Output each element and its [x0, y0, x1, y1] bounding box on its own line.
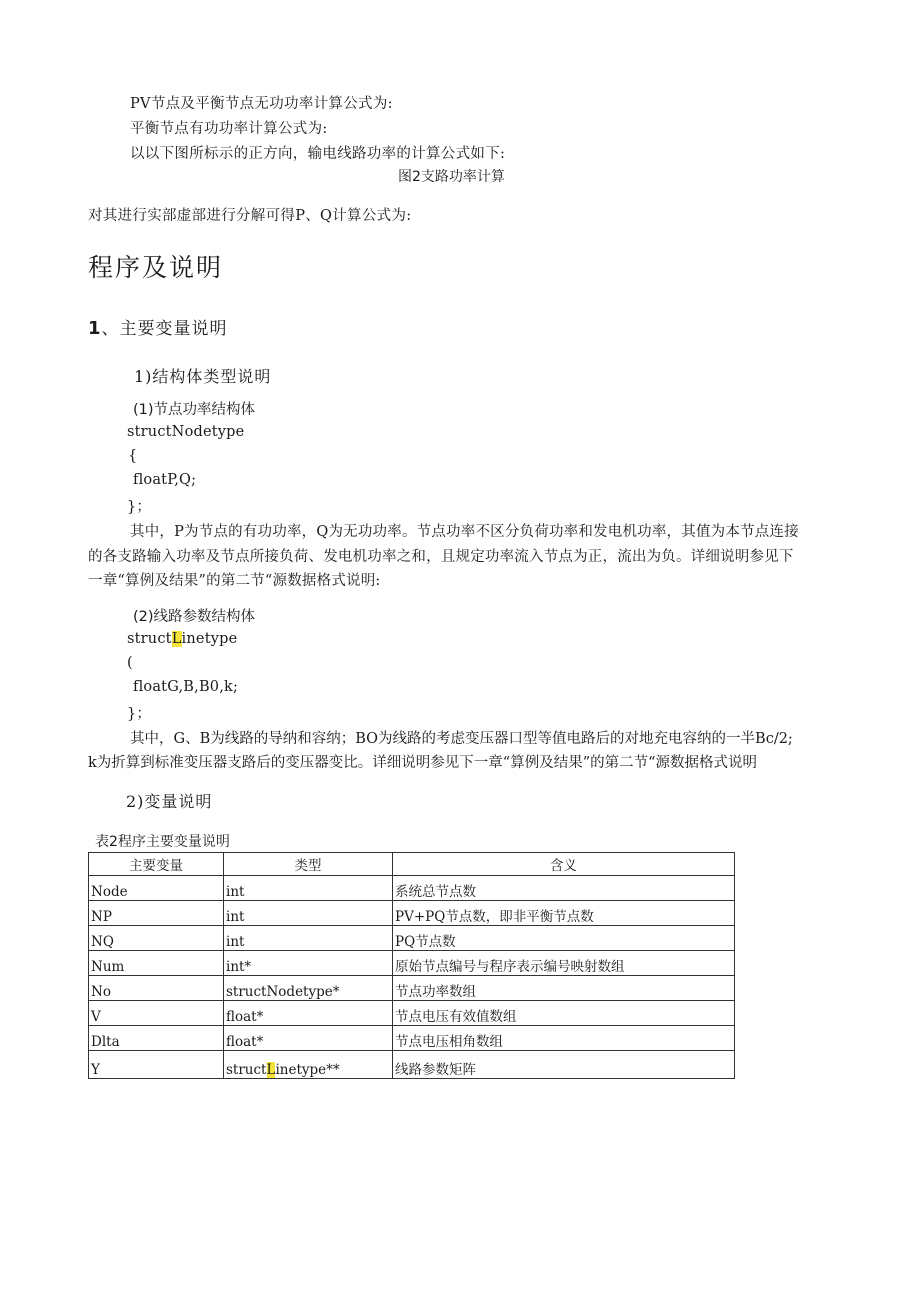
sub-heading-struct-types: 1)结构体类型说明 [134, 367, 272, 386]
cell-type: int* [224, 951, 393, 976]
table-caption: 表2程序主要变量说明 [95, 834, 230, 850]
table-row [89, 876, 735, 901]
cell-variable: Node [89, 876, 224, 901]
cell-type: int [224, 926, 393, 951]
cell-type: float* [224, 1001, 393, 1026]
code-line: ( [127, 655, 133, 671]
cell-meaning: 系统总节点数 [393, 876, 735, 901]
cell-variable: V [89, 1001, 224, 1026]
node-struct-heading: (1)节点功率结构体 [133, 402, 256, 418]
line-struct-description: k为折算到标准变压器支路后的变压器变比。详细说明参见下一章“算例及结果”的第二节“源数据格式说明 [88, 755, 758, 771]
cell-type: float* [224, 1026, 393, 1051]
code-line: floatG,B,B0,k; [133, 679, 239, 695]
column-header-type: 类型 [224, 853, 393, 876]
code-line: floatP,Q; [133, 472, 197, 488]
section-title: 程序及说明 [88, 253, 224, 282]
cell-variable: Num [89, 951, 224, 976]
table-row [89, 926, 735, 951]
table-row [89, 951, 735, 976]
table-header-row [89, 853, 735, 876]
code-line: }； [127, 706, 152, 722]
code-line: { [128, 448, 138, 464]
intro-line-pv: PV节点及平衡节点无功功率计算公式为: [130, 96, 393, 112]
cell-meaning: 原始节点编号与程序表示编号映射数组 [393, 951, 735, 976]
cell-variable: NQ [89, 926, 224, 951]
cell-meaning: 节点电压相角数组 [393, 1026, 735, 1051]
intro-line-balance: 平衡节点有功功率计算公式为: [130, 121, 328, 137]
cell-variable: NP [89, 901, 224, 926]
line-struct-description: 其中，G、B为线路的导纳和容纳；BO为线路的考虑变压器口型等值电路后的对地充电容纳的一半Bc/2; [130, 731, 793, 747]
node-struct-description: 的各支路输入功率及节点所接负荷、发电机功率之和，且规定功率流入节点为正，流出为负。详细说明参见下 [88, 549, 794, 565]
node-struct-description: 一章“算例及结果”的第二节“源数据格式说明: [88, 573, 381, 589]
figure-caption: 图2支路功率计算 [398, 169, 505, 185]
code-line: }； [127, 499, 152, 515]
cell-meaning: 节点功率数组 [393, 976, 735, 1001]
code-line: structLinetype [127, 631, 238, 647]
table-row [89, 1051, 735, 1079]
variables-table [88, 852, 735, 1079]
search-highlight: L [266, 1062, 276, 1078]
sub-heading-variables: 2)变量说明 [126, 792, 213, 811]
table-row [89, 901, 735, 926]
cell-meaning: 节点电压有效值数组 [393, 1001, 735, 1026]
intro-line-decompose: 对其进行实部虚部进行分解可得P、Q计算公式为: [88, 208, 412, 224]
cell-meaning: 线路参数矩阵 [393, 1051, 735, 1079]
cell-variable: No [89, 976, 224, 1001]
subsection-heading-variables [88, 314, 228, 339]
table-row [89, 1001, 735, 1026]
intro-line-branch: 以以下图所标示的正方向，输电线路功率的计算公式如下: [130, 146, 506, 162]
cell-type: int [224, 876, 393, 901]
cell-type: structLinetype** [224, 1051, 393, 1079]
cell-type: structNodetype* [224, 976, 393, 1001]
cell-variable: Dlta [89, 1026, 224, 1051]
cell-meaning: PV+PQ节点数，即非平衡节点数 [393, 901, 735, 926]
search-highlight: L [171, 631, 182, 647]
cell-type: int [224, 901, 393, 926]
column-header-meaning: 含义 [393, 853, 735, 876]
cell-variable: Y [89, 1051, 224, 1079]
line-struct-heading: (2)线路参数结构体 [133, 609, 256, 625]
column-header-variable: 主要变量 [89, 853, 224, 876]
cell-meaning: PQ节点数 [393, 926, 735, 951]
node-struct-description: 其中，P为节点的有功功率，Q为无功功率。节点功率不区分负荷功率和发电机功率，其值为本节点连接 [130, 524, 799, 540]
subsection-title: 、主要变量说明 [101, 319, 228, 339]
table-row [89, 1026, 735, 1051]
subsection-number: 1 [88, 318, 102, 339]
table-row [89, 976, 735, 1001]
code-line: structNodetype [127, 424, 245, 440]
